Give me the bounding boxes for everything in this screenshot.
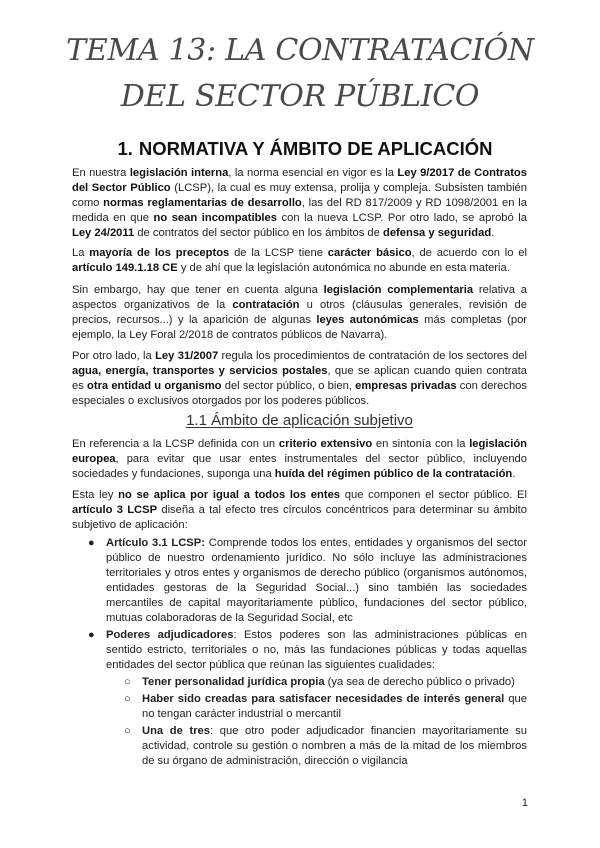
text-run: (ya sea de derecho público o privado) [324, 676, 515, 688]
text-run: Esta ley [72, 489, 119, 501]
section-1-number: 1. [117, 138, 133, 159]
sub-bullet-list [106, 675, 527, 769]
section-1-title: NORMATIVA Y ÁMBITO DE APLICACIÓN [138, 138, 493, 159]
text-run: que componen el sector público. El [340, 489, 527, 501]
text-run: de la LCSP tiene [229, 247, 328, 259]
bold-run: artículo 149.1.18 CE [72, 262, 178, 274]
bold-run: legislación europea [72, 438, 528, 465]
bold-run: otra entidad u organismo [87, 380, 222, 392]
text-run: , de acuerdo con lo el [411, 247, 527, 259]
bullet-dot-icon: ● [88, 629, 95, 641]
bold-run: Poderes adjudicadores [106, 629, 234, 641]
text-run: más completas (por ejemplo, la Ley Foral 2/2018 de contratos públicos de Navarra). [72, 314, 528, 341]
bold-run: no se aplica por igual a todos los entes [118, 489, 341, 501]
paragraph-6 [72, 488, 527, 533]
text-run: , las del RD 817/2009 y RD 1098/2001 en la medida en que [72, 197, 528, 224]
bold-run: Haber sido creadas para satisfacer necesidades de interés general [142, 693, 505, 705]
bold-run: no sean incompatibles [153, 212, 277, 224]
list-item [106, 724, 527, 769]
text-run: del sector público, o bien, [221, 380, 356, 392]
list-item [106, 692, 527, 722]
text-run: Sin embargo, hay que tener en cuenta alguna [72, 284, 324, 296]
text-run: En referencia a la LCSP definida con un [72, 438, 279, 450]
scope-bullet-list [72, 536, 527, 771]
list-item [72, 536, 527, 626]
bold-run: Ley 24/2011 [72, 227, 135, 239]
bold-run: artículo 3 LCSP [72, 504, 158, 516]
text-run: , para evitar que usar entes instrumentales del sector público, incluyendo sociedades y fundaciones, suponga una [72, 453, 527, 480]
bullet-circle-icon: ○ [124, 725, 131, 737]
text-run: , que se aplican cuando quien contrata es [72, 365, 527, 392]
text-run: Comprende todos los entes, entidades y organismos del sector público de nuestro ordenamiento jurídico. No sólo incluye las administraciones territoriales y otros entes y organismos de derecho público (organismos autónomos, entidades gestoras de la Seguridad Social...) sino también las sociedades mercantiles de capital mayoritariamente público, fundaciones del sector público, mutuas colaboradoras de la Seguridad Social, etc [106, 537, 527, 624]
page-number: 1 [521, 797, 528, 809]
section-1-1-heading: 1.1 Ámbito de aplicación subjetivo [186, 412, 413, 429]
bold-run: huída del régimen público de la contratación [274, 468, 513, 480]
bold-run: legislación complementaria [323, 284, 474, 296]
text-run: relativa a aspectos organizativos de la [72, 284, 527, 311]
text-run: con derechos especiales o exclusivos otorgados por los poderes públicos. [72, 380, 528, 407]
bold-run: Ley 31/2007 [155, 350, 219, 362]
text-run: : que otro poder adjudicador financien mayoritariamente su actividad, controle su gestión o nombren a más de la mitad de los miembros de su órgano de administración, dirección o vigilancia [142, 725, 527, 767]
title-line-1: TEMA 13: LA CONTRATACIÓN [66, 33, 534, 68]
text-run: en sintonía con la [372, 438, 470, 450]
text-run: diseña a tal efecto tres círculos concéntricos para determinar su ámbito subjetivo de aplicación: [72, 504, 528, 531]
text-run: que no tengan carácter industrial o mercantil [142, 693, 527, 720]
text-run: . [512, 468, 516, 480]
bullet-circle-icon: ○ [124, 676, 131, 688]
bold-run: criterio extensivo [278, 438, 373, 450]
bold-run: leyes autonómicas [316, 314, 419, 326]
bold-run: legislación interna [129, 167, 229, 179]
paragraph-1 [72, 166, 527, 241]
bullet-circle-icon: ○ [124, 693, 131, 705]
text-run: : Estos poderes son las administraciones públicas en sentido estricto, territoriales o no, más las fundaciones públicas y todas aquellas entidades del sector pública que reúnan las siguientes cualidades: [106, 629, 527, 671]
text-run: Por otro lado, la [72, 350, 156, 362]
text-run: u otros (cláusulas generales, revisión de precios, recursos...) y la aparición de algunas [72, 299, 527, 326]
bold-run: carácter básico [327, 247, 412, 259]
list-item [72, 628, 527, 769]
bold-run: defensa y seguridad [382, 227, 492, 239]
bold-run: normas reglamentarias de desarrollo [103, 197, 302, 209]
text-run: con la nueva LCSP. Por otro lado, se aprobó la [277, 212, 527, 224]
document-title [40, 28, 560, 120]
text-run: (LCSP), la cual es muy extensa, prolija y compleja. Subsisten también como [72, 182, 528, 209]
title-line-2: DEL SECTOR PÚBLICO [120, 79, 480, 114]
bold-run: Tener personalidad jurídica propia [142, 676, 325, 688]
text-run: . [491, 227, 495, 239]
bold-run: Artículo 3.1 LCSP: [106, 537, 205, 549]
bold-run: Una de tres [142, 725, 210, 737]
paragraph-2 [72, 246, 527, 276]
section-1-heading [60, 138, 550, 160]
bold-run: empresas privadas [355, 380, 457, 392]
bold-run: Ley 9/2017 de Contratos del Sector Público [72, 167, 527, 194]
text-run: y de ahí que la legislación autonómica no abunde en esta materia. [177, 262, 510, 274]
bold-run: mayoría de los preceptos [89, 247, 230, 259]
list-item [106, 675, 527, 690]
paragraph-5 [72, 437, 527, 482]
bold-run: contratación [232, 299, 300, 311]
paragraph-4 [72, 349, 527, 409]
text-run: regula los procedimientos de contratación de los sectores del [218, 350, 527, 362]
text-run: , la norma esencial en vigor es la [228, 167, 398, 179]
text-run: de contratos del sector público en los ámbitos de [134, 227, 383, 239]
text-run: La [72, 247, 90, 259]
bullet-dot-icon: ● [88, 537, 95, 549]
text-run: En nuestra [72, 167, 130, 179]
bold-run: agua, energía, transportes y servicios postales [72, 365, 328, 377]
paragraph-3 [72, 283, 527, 343]
